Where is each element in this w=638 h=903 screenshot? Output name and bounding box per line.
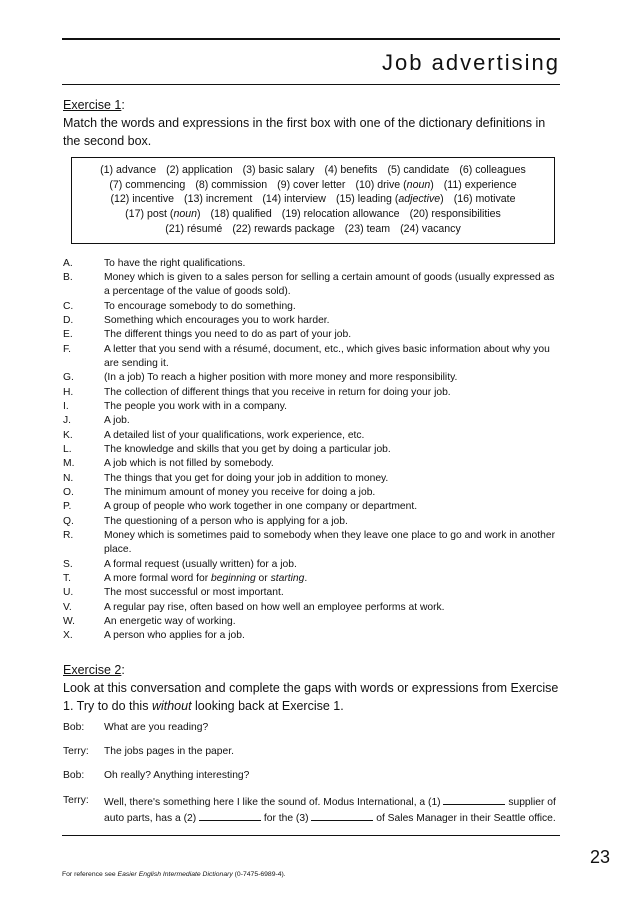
word-box-item: (2) application [166,164,233,176]
dialogue-text [104,794,560,827]
definition-text: The things that you get for doing your job in addition to money. [104,472,389,484]
definition-emphasis: beginning [211,573,256,585]
dialogue-text-part: for the (3) [261,812,312,824]
exercise1-heading-label: Exercise 1 [63,98,122,112]
footer-suffix: (0-7475-6989-4). [232,871,286,878]
definition-text: Something which encourages you to work harder. [104,314,330,326]
definition-letter: X. [63,630,73,642]
dialogue [63,721,560,826]
instruction-emphasis: without [151,698,192,713]
definition-letter: N. [63,472,74,484]
word-box-line [78,178,548,193]
definition-text: The different things you need to do as part of your job. [104,329,352,341]
definition-text: The most successful or most important. [104,587,284,599]
definition-text: A group of people who work together in one company or department. [104,501,418,513]
definition-text: The collection of different things that you receive in return for doing your job. [104,386,451,398]
definition-item [63,429,560,443]
word-box-line [78,207,548,222]
definition-item [63,472,560,486]
definition-text: A person who applies for a job. [104,630,245,642]
exercise2-section [63,661,560,826]
definition-letter: K. [63,429,73,441]
word-box-item: (6) colleagues [459,164,526,176]
definition-letter: A. [63,257,73,269]
definition-text-part: . [304,573,308,585]
definition-item [63,615,560,629]
definition-letter: H. [63,386,74,398]
word-box-item: (8) commission [195,178,268,191]
definition-text: A formal request (usually written) for a job. [104,558,297,570]
exercise2-heading-label: Exercise 2 [63,662,122,677]
definition-item [63,414,560,428]
definition-item [63,529,560,558]
definition-text: A regular pay rise, often based on how well an employee performs at work. [104,601,445,613]
definition-item [63,457,560,471]
part-of-speech: noun [173,208,198,221]
footer-book-title: Easier English Intermediate Dictionary [117,871,233,878]
definition-letter: O. [63,487,74,499]
word-box-item: (15) leading (adjective) [335,193,444,206]
definition-text: To encourage somebody to do something. [104,300,296,312]
dialogue-text: Oh really? Anything interesting? [104,770,250,782]
definition-item [63,500,560,514]
definition-item [63,328,560,342]
definition-text: To have the right qualifications. [104,257,246,269]
word-box-line [78,222,548,237]
page-title: Job advertising [382,50,560,75]
word-box-line [78,163,548,178]
definition-letter: I. [63,400,69,412]
definition-letter: C. [63,300,74,312]
instruction-text-end: looking back at Exercise 1. [191,698,344,713]
definition-item [63,343,560,372]
dialogue-text: What are you reading? [104,721,209,733]
word-box-item: (1) advance [100,164,157,176]
exercise2-instruction [63,679,560,715]
word-box-item: (17) post (noun) [125,208,201,221]
word-box-item: (16) motivate [453,193,516,206]
part-of-speech: noun [406,178,431,191]
definition-letter: P. [63,501,72,513]
definition-letter: F. [63,343,72,355]
definition-letter: Q. [63,515,74,527]
word-box-item: (20) responsibilities [409,208,501,221]
gap-blank-2[interactable] [199,810,261,821]
definition-letter: L. [63,443,72,455]
footer-prefix: For reference see [62,871,118,878]
part-of-speech: adjective [398,193,441,206]
dialogue-text: The jobs pages in the paper. [104,746,234,758]
definition-text: Money which is sometimes paid to somebody when they leave one place to go and work in another place. [104,530,556,556]
word-box-item: (4) benefits [324,164,378,176]
word-box-item: (19) relocation allowance [281,208,400,221]
word-box-item: (7) commencing [109,178,186,191]
definition-letter: B. [63,271,73,283]
word-box-item: (10) drive (noun) [355,178,434,191]
definition-letter: D. [63,314,74,326]
word-box-item: (22) rewards package [232,222,335,235]
word-box-item: (23) team [344,222,391,235]
dialogue-turn [63,769,560,783]
word-box-line [78,192,548,207]
dialogue-turn [63,794,560,827]
definition-text: A letter that you send with a résumé, document, etc., which gives basic information about why you are sending it. [104,343,550,369]
word-box-item: (12) incentive [110,193,175,206]
definition-text: The knowledge and skills that you get by doing a particular job. [104,443,391,455]
definition-item [63,558,560,572]
definition-letter: M. [63,458,75,470]
word-box-item: (21) résumé [165,222,223,235]
word-box-item: (3) basic salary [242,164,315,176]
definition-item [63,257,560,271]
word-box-item: (14) interview [262,193,326,206]
definition-text [104,572,560,586]
definition-letter: E. [63,329,73,341]
definitions-list [63,257,560,644]
word-box-item: (5) candidate [387,164,450,176]
speaker-name: Bob: [63,721,85,733]
page-number: 23 [589,847,610,867]
definition-item [63,443,560,457]
exercise2-heading-colon: : [121,662,125,677]
definition-item [63,486,560,500]
instruction-text: Look at this conversation and complete the gaps with words or expressions from Exercise 1. Try to do this [63,680,559,713]
definition-item [63,586,560,600]
definition-text: Money which is given to a sales person for selling a certain amount of goods (usually expressed as a percentage of the value of goods sold). [104,271,555,298]
definition-letter: U. [63,587,74,599]
top-rule [62,38,560,40]
definition-letter: G. [63,372,74,384]
definition-item [63,386,560,400]
definition-item [63,300,560,314]
definition-emphasis: starting [270,573,305,585]
dialogue-text-part: Well, there's something here I like the sound of. Modus International, a (1) [104,796,444,808]
word-box-item: (18) qualified [210,208,272,221]
definition-item [63,515,560,529]
definition-letter: S. [63,558,73,570]
exercise1-heading-colon: : [121,98,125,112]
word-box [71,157,555,244]
speaker-name: Terry: [63,794,89,806]
bottom-rule [62,835,560,836]
speaker-name: Terry: [63,746,89,758]
word-box-item: (9) cover letter [277,178,346,191]
definition-text: The questioning of a person who is applying for a job. [104,515,348,527]
definition-text: The minimum amount of money you receive for doing a job. [104,487,376,499]
footer-reference [62,871,286,878]
word-box-item: (24) vacancy [400,222,461,235]
definition-item [63,400,560,414]
definition-letter: R. [63,530,74,542]
definition-item [63,371,560,385]
dialogue-turn [63,721,560,735]
gap-blank-1[interactable] [443,794,505,805]
definition-item [63,314,560,328]
definition-text: The people you work with in a company. [104,400,287,412]
definition-item [63,572,560,586]
speaker-name: Bob: [63,770,85,782]
definition-letter: W. [63,616,76,628]
exercise1-heading [63,96,560,114]
definition-text-part: A more formal word for [104,573,212,585]
dialogue-text-part: supplier of auto parts, has a (2) [104,796,556,824]
gap-blank-3[interactable] [311,810,373,821]
exercise1-instruction: Match the words and expressions in the first box with one of the dictionary definitions in the second box. [63,116,546,148]
definition-item [63,629,560,643]
dialogue-turn [63,745,560,759]
definition-text: A job which is not filled by somebody. [104,458,274,470]
definition-text: A job. [104,415,130,427]
definition-text: (In a job) To reach a higher position with more money and more responsibility. [104,372,458,384]
definition-text: An energetic way of working. [104,616,236,628]
definition-text: A detailed list of your qualifications, work experience, etc. [104,429,365,441]
word-box-item: (11) experience [443,178,517,191]
definition-text-part: or [255,573,271,585]
title-rule [62,84,560,85]
exercise2-heading [63,661,560,679]
definition-item [63,601,560,615]
definition-letter: J. [63,415,72,427]
dialogue-text-part: of Sales Manager in their Seattle office. [373,812,556,824]
definition-letter: V. [63,601,72,613]
word-box-item: (13) increment [184,193,253,206]
definition-item [63,271,560,300]
worksheet-content [63,96,560,836]
definition-letter: T. [63,573,72,585]
